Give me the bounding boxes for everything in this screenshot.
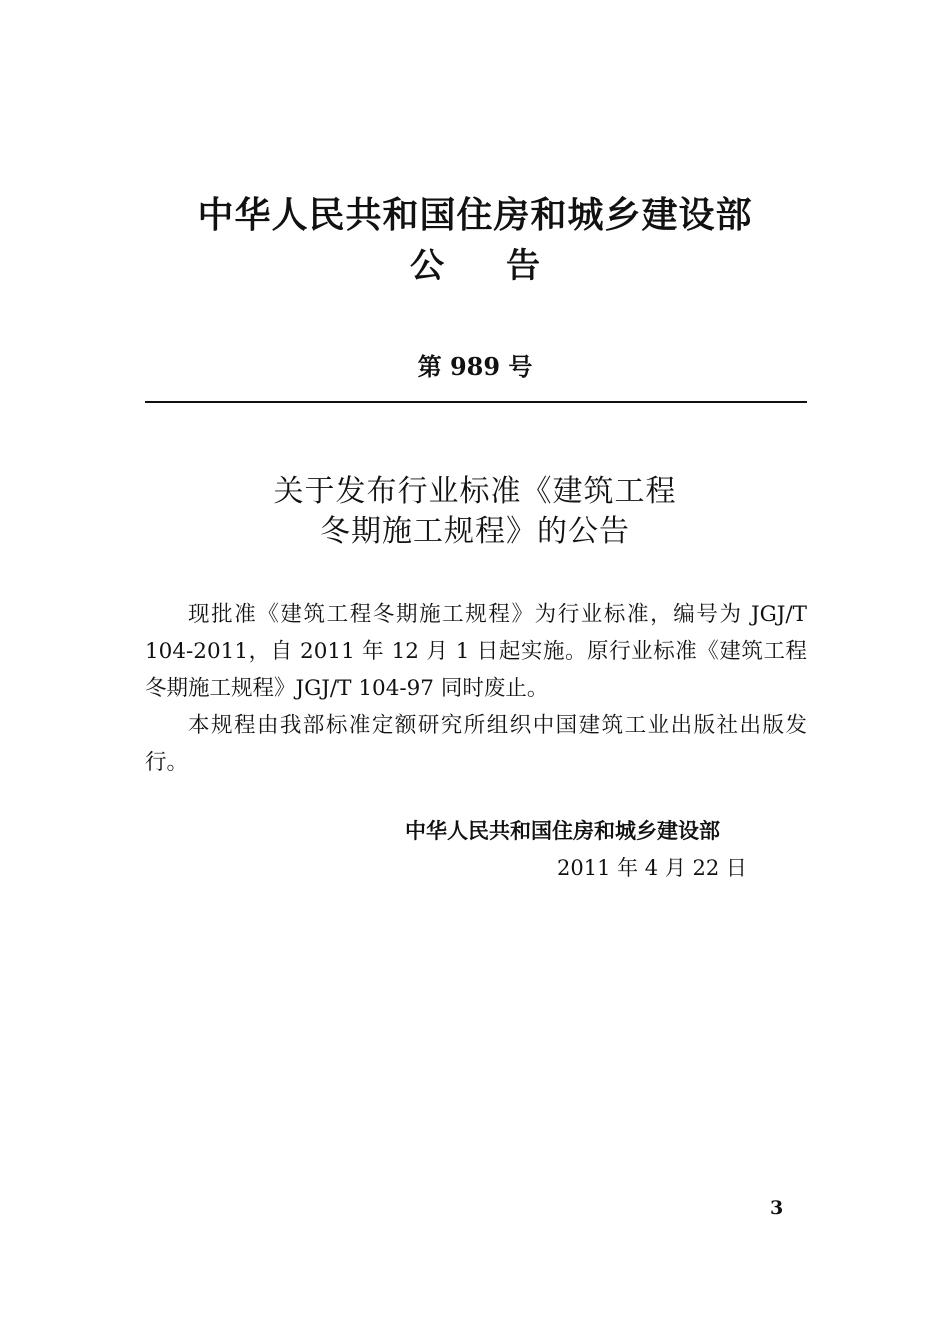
- body-paragraph-2: 本规程由我部标准定额研究所组织中国建筑工业出版社出版发行。: [145, 713, 807, 775]
- notice-number: 第 989 号: [417, 352, 533, 381]
- body-paragraph-1: 现批准《建筑工程冬期施工规程》为行业标准，编号为 JGJ/T 104-2011，自 2011 年 12 月 1 日起实施。原行业标准《建筑工程冬期施工规程》JGJ/T 104-97 同时废止。: [145, 602, 807, 701]
- notice-body: [145, 596, 807, 781]
- notice-subject: [145, 472, 805, 552]
- signature-date: 2011 年 4 月 22 日: [557, 856, 747, 880]
- signature-organization: 中华人民共和国住房和城乡建设部: [405, 819, 720, 843]
- header-divider: [145, 401, 807, 403]
- ministry-title: 中华人民共和国住房和城乡建设部: [197, 195, 753, 236]
- subject-line-1: 关于发布行业标准《建筑工程: [273, 474, 677, 509]
- subject-line-2: 冬期施工规程》的公告: [320, 514, 630, 549]
- notice-title: 公告: [410, 246, 602, 286]
- page-number: 3: [770, 1197, 784, 1219]
